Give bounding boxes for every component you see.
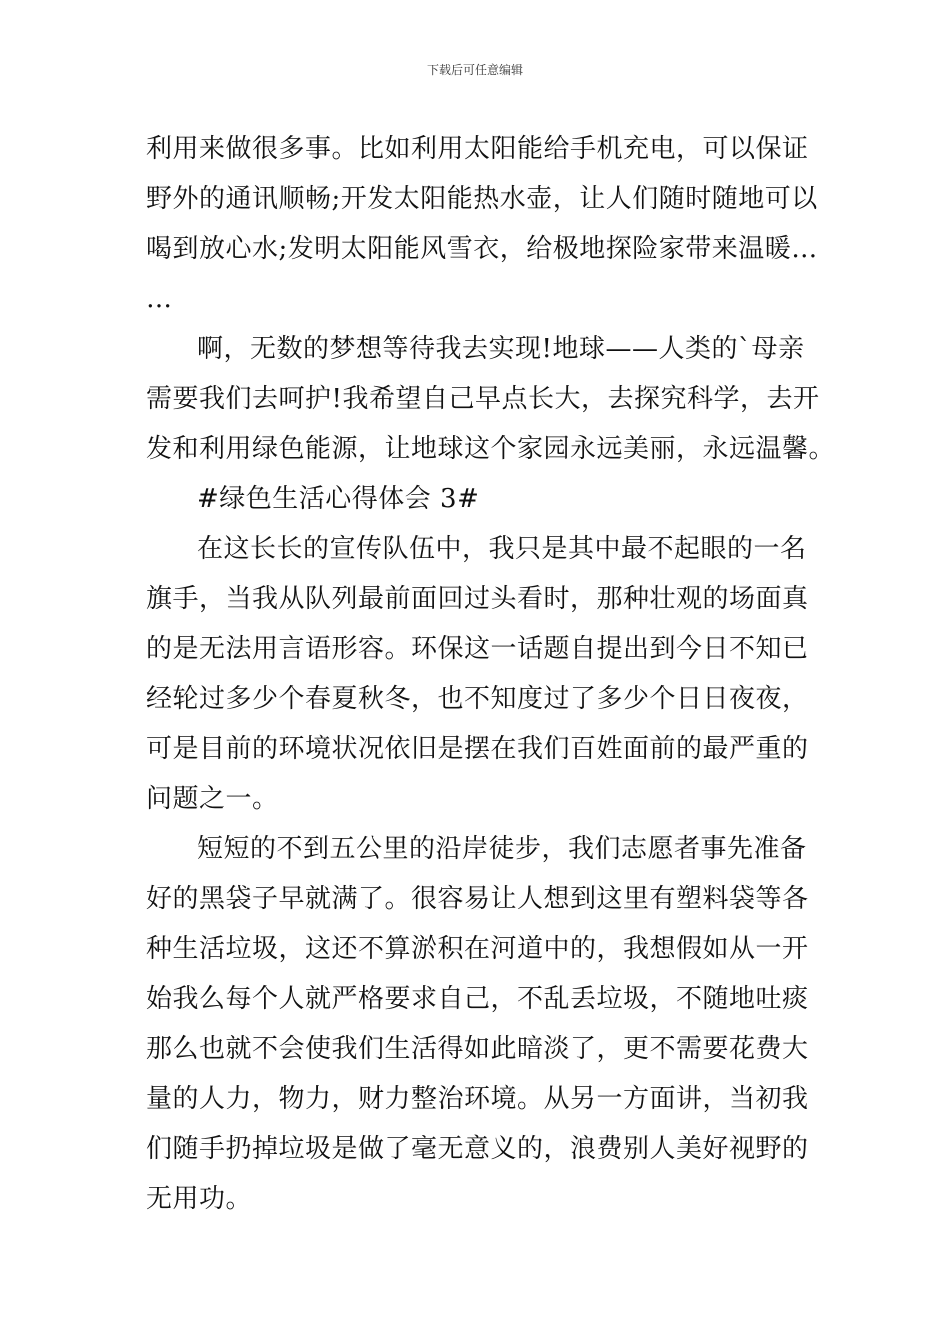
text-line: 发和利用绿色能源，让地球这个家园永远美丽，永远温馨。 [146, 434, 836, 464]
text-line: 可是目前的环境状况依旧是摆在我们百姓面前的最严重的 [146, 734, 809, 764]
section-heading: #绿色生活心得体会 3# [197, 484, 480, 514]
text-line: 的是无法用言语形容。环保这一话题自提出到今日不知已 [146, 634, 809, 664]
text-line: 量的人力，物力，财力整治环境。从另一方面讲，当初我 [146, 1084, 809, 1114]
text-line: 问题之一。 [146, 784, 279, 814]
text-line: 种生活垃圾，这还不算淤积在河道中的，我想假如从一开 [146, 934, 809, 964]
text-line: 短短的不到五公里的沿岸徒步，我们志愿者事先准备 [197, 834, 807, 864]
text-line: 利用来做很多事。比如利用太阳能给手机充电，可以保证 [146, 134, 809, 164]
text-line: 喝到放心水;发明太阳能风雪衣，给极地探险家带来温暖… [146, 234, 818, 264]
text-line: 好的黑袋子早就满了。很容易让人想到这里有塑料袋等各 [146, 884, 809, 914]
text-line: 需要我们去呵护!我希望自己早点长大，去探究科学，去开 [146, 384, 820, 414]
text-line: 那么也就不会使我们生活得如此暗淡了，更不需要花费大 [146, 1034, 809, 1064]
text-line: 们随手扔掉垃圾是做了毫无意义的，浪费别人美好视野的 [146, 1134, 809, 1164]
text-line: 旗手，当我从队列最前面回过头看时，那种壮观的场面真 [146, 584, 809, 614]
text-line: 啊，无数的梦想等待我去实现!地球——人类的`母亲 [197, 334, 805, 364]
text-line: 经轮过多少个春夏秋冬，也不知度过了多少个日日夜夜， [146, 684, 809, 714]
text-line: … [146, 284, 173, 314]
text-line: 在这长长的宣传队伍中，我只是其中最不起眼的一名 [197, 534, 807, 564]
page-header: 下载后可任意编辑 [426, 63, 523, 77]
text-line: 野外的通讯顺畅;开发太阳能热水壶，让人们随时随地可以 [146, 184, 818, 214]
text-line: 无用功。 [146, 1184, 253, 1214]
text-line: 始我么每个人就严格要求自己，不乱丢垃圾，不随地吐痰 [146, 984, 809, 1014]
